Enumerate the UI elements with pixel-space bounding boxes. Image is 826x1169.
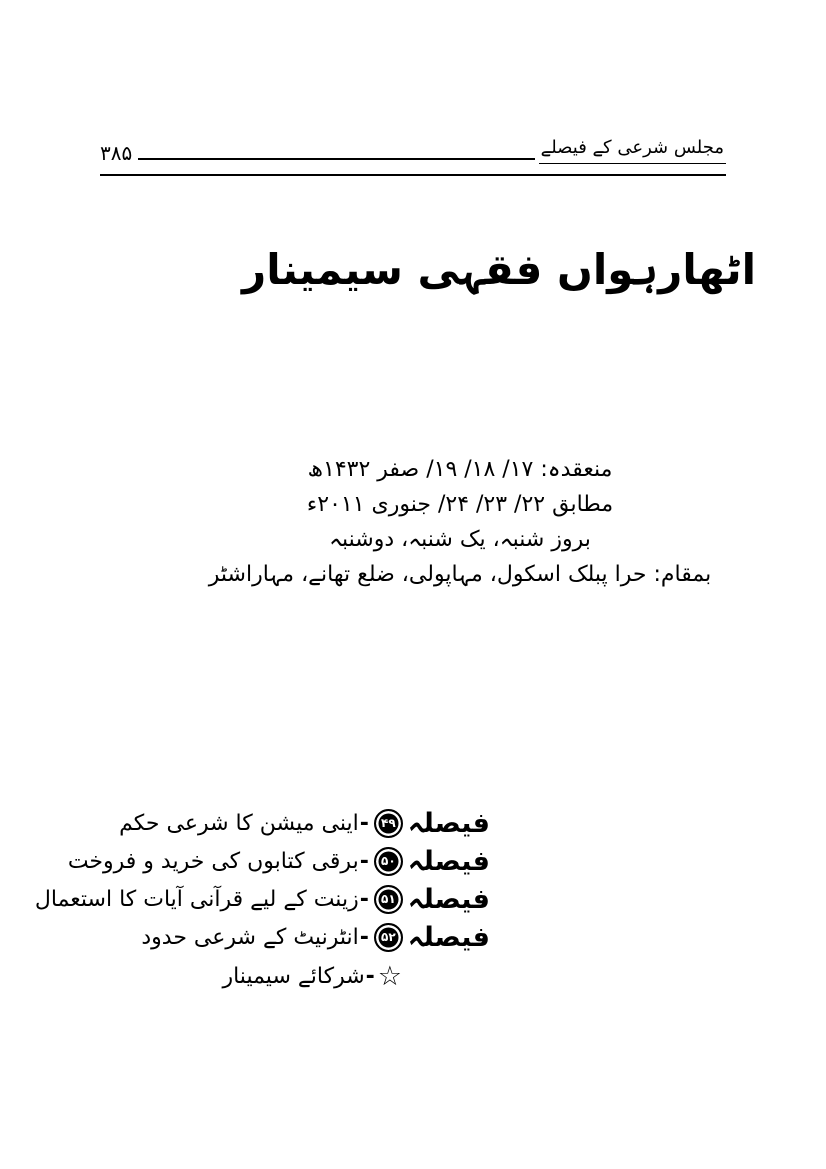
star-icon: ☆: [377, 960, 402, 992]
dash-separator: -: [365, 963, 375, 989]
gregorian-date-line: مطابق ۲۲/ ۲۳/ ۲۴/ جنوری ۲۰۱۱ء: [306, 492, 614, 517]
page-header: [100, 134, 726, 164]
decision-number-badge: ۵۱: [374, 885, 403, 914]
dash-separator: -: [359, 848, 369, 874]
header-rule: [100, 174, 726, 176]
page-number: ۳۸۵: [100, 141, 133, 165]
hijri-date-line: منعقدہ: ۱۷/ ۱۸/ ۱۹/ صفر ۱۴۳۲ھ: [307, 457, 613, 482]
decisions-list: [35, 804, 490, 995]
decision-number-badge: ۵۲: [374, 923, 403, 952]
dash-separator: -: [359, 886, 369, 912]
seminar-participants-label: شرکائے سیمینار: [222, 963, 365, 989]
dash-separator: -: [359, 810, 369, 836]
event-details: [94, 452, 826, 592]
dash-separator: -: [359, 924, 369, 950]
decision-title: برقی کتابوں کی خرید و فروخت: [67, 848, 359, 874]
venue-line: بمقام: حرا پبلک اسکول، مہاپولی، ضلع تھانے، مہاراشٹر: [208, 562, 712, 587]
decision-title: زینت کے لیے قرآنی آیات کا استعمال: [34, 886, 359, 912]
decision-label: فیصلہ: [407, 921, 490, 953]
header-title: مجلس شرعی کے فیصلے: [539, 134, 726, 164]
page-title: اٹھارہواں فقہی سیمینار: [242, 245, 756, 294]
decision-title: اینی میشن کا شرعی حکم: [119, 810, 359, 836]
decision-row-51: [35, 880, 490, 918]
decision-row-50: [35, 842, 490, 880]
decision-title: انٹرنیٹ کے شرعی حدود: [141, 924, 359, 950]
decision-row-52: [35, 918, 490, 956]
header-leader-line: [138, 157, 534, 160]
decision-row-49: [35, 804, 490, 842]
decision-label: فیصلہ: [407, 845, 490, 877]
decision-label: فیصلہ: [407, 883, 490, 915]
seminar-participants-row: [35, 957, 402, 995]
decision-label: فیصلہ: [407, 807, 490, 839]
decision-number-badge: ۴۹: [374, 809, 403, 838]
days-line: بروز شنبہ، یک شنبہ، دوشنبہ: [329, 527, 591, 552]
decision-number-badge: ۵۰: [374, 847, 403, 876]
